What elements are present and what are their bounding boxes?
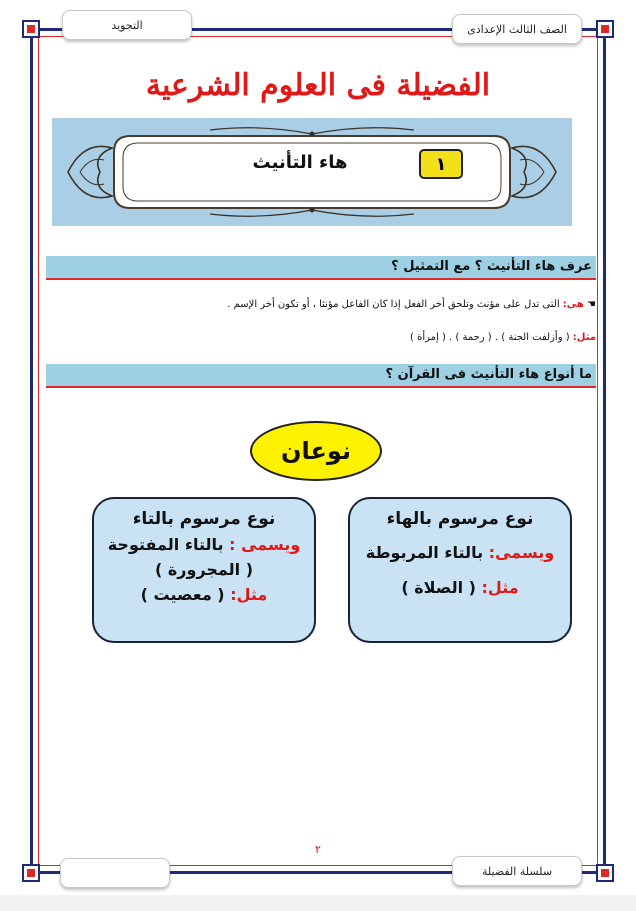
types-count-oval [250, 421, 382, 481]
frame-corner-ornament [22, 20, 40, 38]
example-label: مثل: [572, 332, 596, 343]
card-named-label: ويسمى: [488, 543, 555, 562]
card-named-value: بالتاء المفتوحة [107, 535, 224, 554]
card-named-label: ويسمى : [229, 535, 301, 554]
header-subject-tab [62, 10, 192, 40]
frame-corner-ornament [596, 864, 614, 882]
header-grade: الصف الثالث الإعدادى [467, 22, 567, 36]
card-heading: نوع مرسوم بالتاء [132, 509, 276, 529]
question-bar-definition [46, 256, 596, 280]
definition-paragraph [36, 299, 596, 310]
card-named-line [350, 543, 570, 562]
card-named-value: بالتاء المربوطة [365, 543, 484, 562]
question-bar-types [46, 364, 596, 388]
footer-series-tab [452, 856, 582, 886]
question-definition: عرف هاء التأنيث ؟ مع التمثيل ؟ [391, 259, 592, 274]
frame-corner-ornament [22, 864, 40, 882]
card-example-line [350, 578, 570, 597]
page-number: ٢ [315, 843, 321, 856]
card-example-label: مثل: [481, 578, 519, 597]
definition-colon: : [562, 299, 567, 310]
card-example-label: مثل: [230, 585, 268, 604]
header-grade-tab [452, 14, 582, 44]
card-example-value: ( معصيت ) [140, 585, 225, 604]
definition-text: التى تدل على مؤنث وتلحق أخر الفعل إذا كان الفاعل مؤنثا ، أو تكون أخر الإسم . [227, 299, 560, 310]
lesson-title: هاء التأنيث [252, 152, 348, 173]
lesson-number-badge [419, 149, 463, 179]
question-types: ما أنواع هاء التأنيث فى القرآن ؟ [385, 367, 592, 382]
pointing-hand-icon: ☚ [587, 299, 596, 310]
lesson-number: ١ [435, 153, 447, 175]
definition-label: هى [566, 299, 584, 310]
footer-series: سلسلة الفضيلة [481, 864, 553, 878]
example-paragraph [36, 332, 596, 343]
card-named-line [94, 535, 314, 554]
card-example-value: ( الصلاة ) [401, 578, 476, 597]
frame-corner-ornament [596, 20, 614, 38]
example-text: ( وأزلفت الجنة ) . ( رحمة ) . ( إمرأة ) [410, 332, 570, 343]
main-title: الفضيلة فى العلوم الشرعية [145, 68, 491, 103]
types-count-label: نوعان [281, 437, 351, 465]
header-subject: التجويد [111, 18, 143, 32]
card-heading: نوع مرسوم بالهاء [386, 509, 534, 529]
footer-blank-tab [60, 858, 170, 888]
page-bottom-strip [0, 895, 636, 911]
card-named-value-2: ( المجرورة ) [154, 560, 254, 579]
card-example-line [94, 585, 314, 604]
type-card-marbuta [348, 497, 572, 643]
type-card-maftuha [92, 497, 316, 643]
